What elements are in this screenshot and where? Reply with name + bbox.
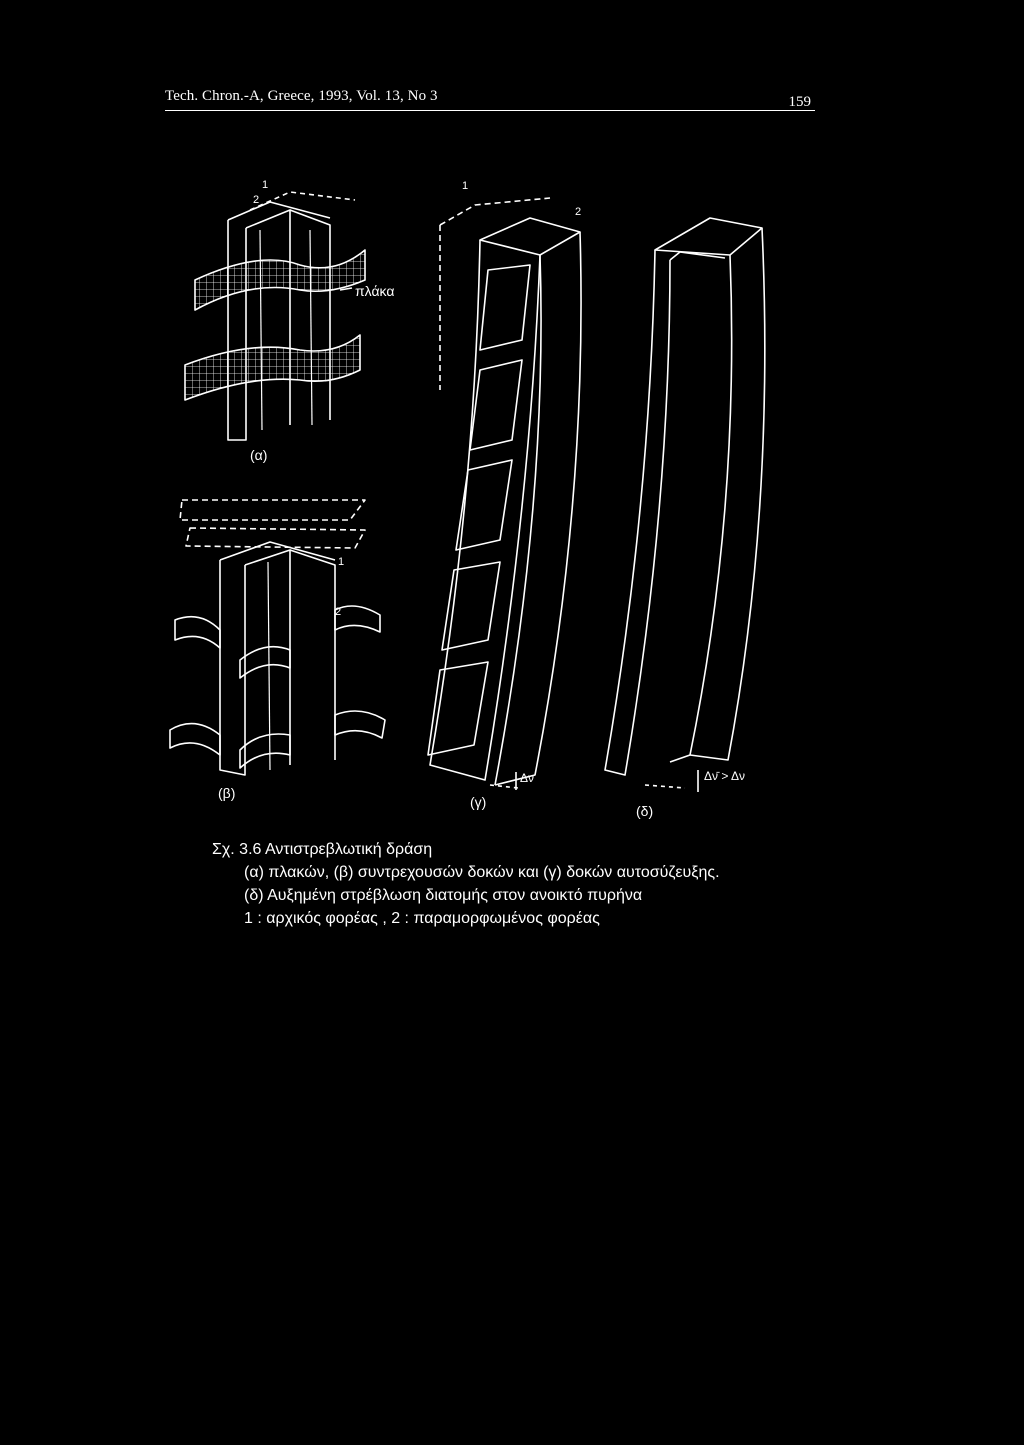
figure-3-6 xyxy=(150,170,790,830)
lower-plate-mesh xyxy=(185,335,360,400)
caption-title: Σχ. 3.6 Αντιστρεβλωτική δράση xyxy=(212,841,433,858)
panel-b-marker-2: 2 xyxy=(335,606,342,618)
panel-c-marker-2: 2 xyxy=(575,206,582,218)
caption-line-1: (α) πλακών, (β) συντρεχουσών δοκών και (γ) δοκών αυτοσύζευξης. xyxy=(244,864,720,881)
panel-a-marker-2: 2 xyxy=(253,194,260,206)
panel-a-label: (α) xyxy=(250,447,268,463)
panel-c-selfcoupled-diagram xyxy=(428,180,581,810)
figure-drawing xyxy=(150,170,790,830)
panel-c-label: (γ) xyxy=(470,794,487,810)
panel-c-marker-1: 1 xyxy=(462,180,469,192)
delta-compare-label: Δν̄ > Δν xyxy=(704,769,746,783)
panel-a-marker-1: 1 xyxy=(262,179,269,191)
figure-caption xyxy=(212,838,812,930)
page-number: 159 xyxy=(788,94,811,110)
upper-plate-mesh xyxy=(195,250,365,310)
plate-label: πλάκα xyxy=(355,283,395,299)
page-header xyxy=(165,88,815,118)
journal-citation: Tech. Chron.-A, Greece, 1993, Vol. 13, No 3 xyxy=(165,88,438,104)
panel-b-label: (β) xyxy=(218,785,236,801)
caption-line-3: 1 : αρχικός φορέας , 2 : παραμορφωμένος φορέας xyxy=(244,910,600,927)
panel-a-plates-diagram xyxy=(185,179,394,463)
panel-d-label: (δ) xyxy=(636,803,654,819)
panel-b-marker-1: 1 xyxy=(338,556,345,568)
header-rule xyxy=(165,110,815,111)
panel-d-opencore-diagram xyxy=(605,218,765,819)
caption-line-2: (δ) Αυξημένη στρέβλωση διατομής στον ανοικτό πυρήνα xyxy=(244,887,643,904)
delta-n-label: Δν xyxy=(520,771,535,785)
panel-b-crossbeams-diagram xyxy=(170,500,385,801)
